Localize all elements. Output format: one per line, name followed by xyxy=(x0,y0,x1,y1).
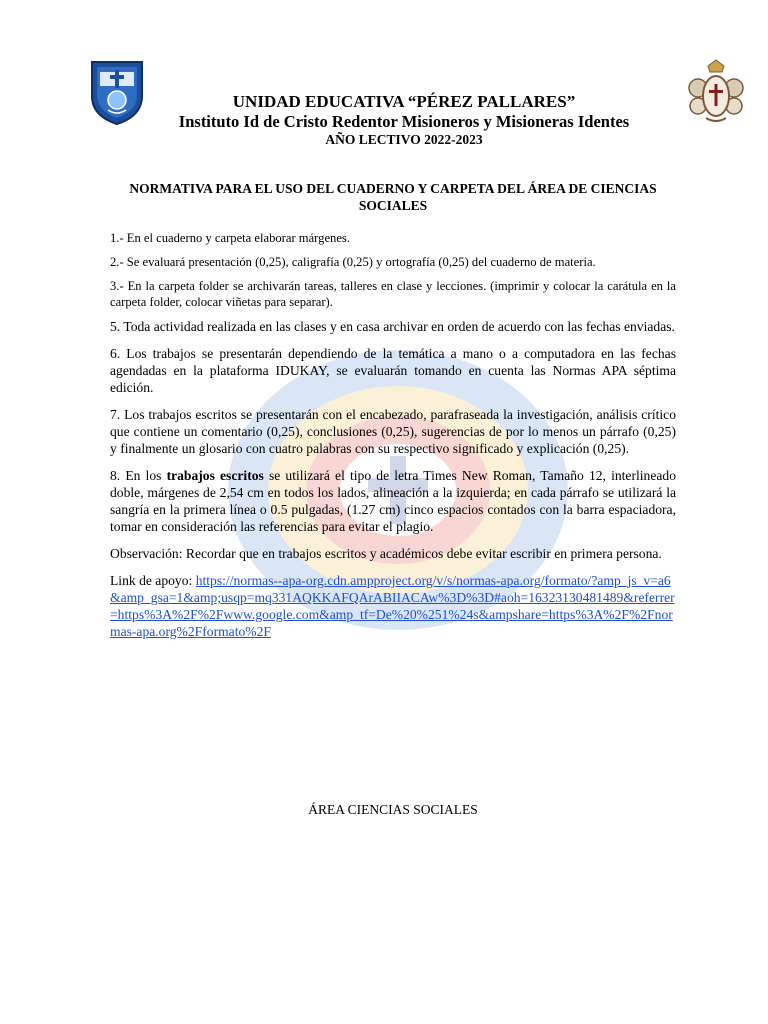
rule-1: 1.- En el cuaderno y carpeta elaborar márgenes. xyxy=(110,231,350,245)
document-header xyxy=(0,92,768,148)
support-link[interactable]: https://normas--apa-org.cdn.ampproject.org/v/s/normas-apa.org/formato/?amp_js_v=a6&amp_gsa=1&amp;usqp=mq331AQKKAFQArABIIACAw%3D%3D#aoh=16323130481489&referrer=https%3A%2F%2Fwww.google.com&amp_tf=De%20%251%24s&ampshare=https%3A%2F%2Fnormas-apa.org%2Fformato%2F xyxy=(110,573,675,639)
school-year: AÑO LECTIVO 2022-2023 xyxy=(325,132,483,147)
rule-5: 5. Toda actividad realizada en las clases y en casa archivar en orden de acuerdo con las fechas enviadas. xyxy=(110,319,675,334)
rules-list xyxy=(110,230,676,648)
rule-7: 7. Los trabajos escritos se presentarán con el encabezado, parafraseada la investigación, análisis crítico que contiene un comentario (0,25), conclusiones (0,25), sugerencias de por lo menos un párrafo (0,25) y finalmente un glosario con cuatro palabras con su respectivo significado y explicación (0,25). xyxy=(110,407,676,456)
rule-8-rest: se utilizará el tipo de letra Times New Roman, Tamaño 12, interlineado doble, márgenes de 2,54 cm en todos los lados, alineación a la izquierda; en cada párrafo se utilizará la sangría en la primera línea o 0.5 pulgadas, (1.27 cm) cinco espacios contados con la barra espaciadora, tomar en consideración las referencias para evitar el plagio. xyxy=(110,468,677,534)
rule-2: 2.- Se evaluará presentación (0,25), caligrafía (0,25) y ortografía (0,25) del cuaderno de materia. xyxy=(110,255,596,269)
rule-6: 6. Los trabajos se presentarán dependiendo de la temática a mano o a computadora en las fechas agendadas en la plataforma IDUKAY, se evaluarán tomando en cuenta las Normas APA séptima edición. xyxy=(110,346,676,395)
school-name: UNIDAD EDUCATIVA “PÉREZ PALLARES” xyxy=(232,92,576,111)
rule-3: 3.- En la carpeta folder se archivarán tareas, talleres en clase y lecciones. (imprimir y colocar la carátula en la carpeta folder, colocar viñetas para separar). xyxy=(110,279,676,309)
rule-8 xyxy=(110,467,676,535)
observation: Observación: Recordar que en trabajos escritos y académicos debe evitar escribir en primera persona. xyxy=(110,546,662,561)
rule-8-bold: trabajos escritos xyxy=(166,468,264,483)
document-title: NORMATIVA PARA EL USO DEL CUADERNO Y CARPETA DEL ÁREA DE CIENCIAS SOCIALES xyxy=(129,181,657,213)
rule-8-prefix: 8. En los xyxy=(110,468,167,483)
footer-area: ÁREA CIENCIAS SOCIALES xyxy=(308,802,478,817)
institute-name: Instituto Id de Cristo Redentor Misioneros y Misioneras Identes xyxy=(178,112,630,131)
support-label: Link de apoyo: xyxy=(110,573,196,588)
support-link-paragraph xyxy=(110,572,676,640)
